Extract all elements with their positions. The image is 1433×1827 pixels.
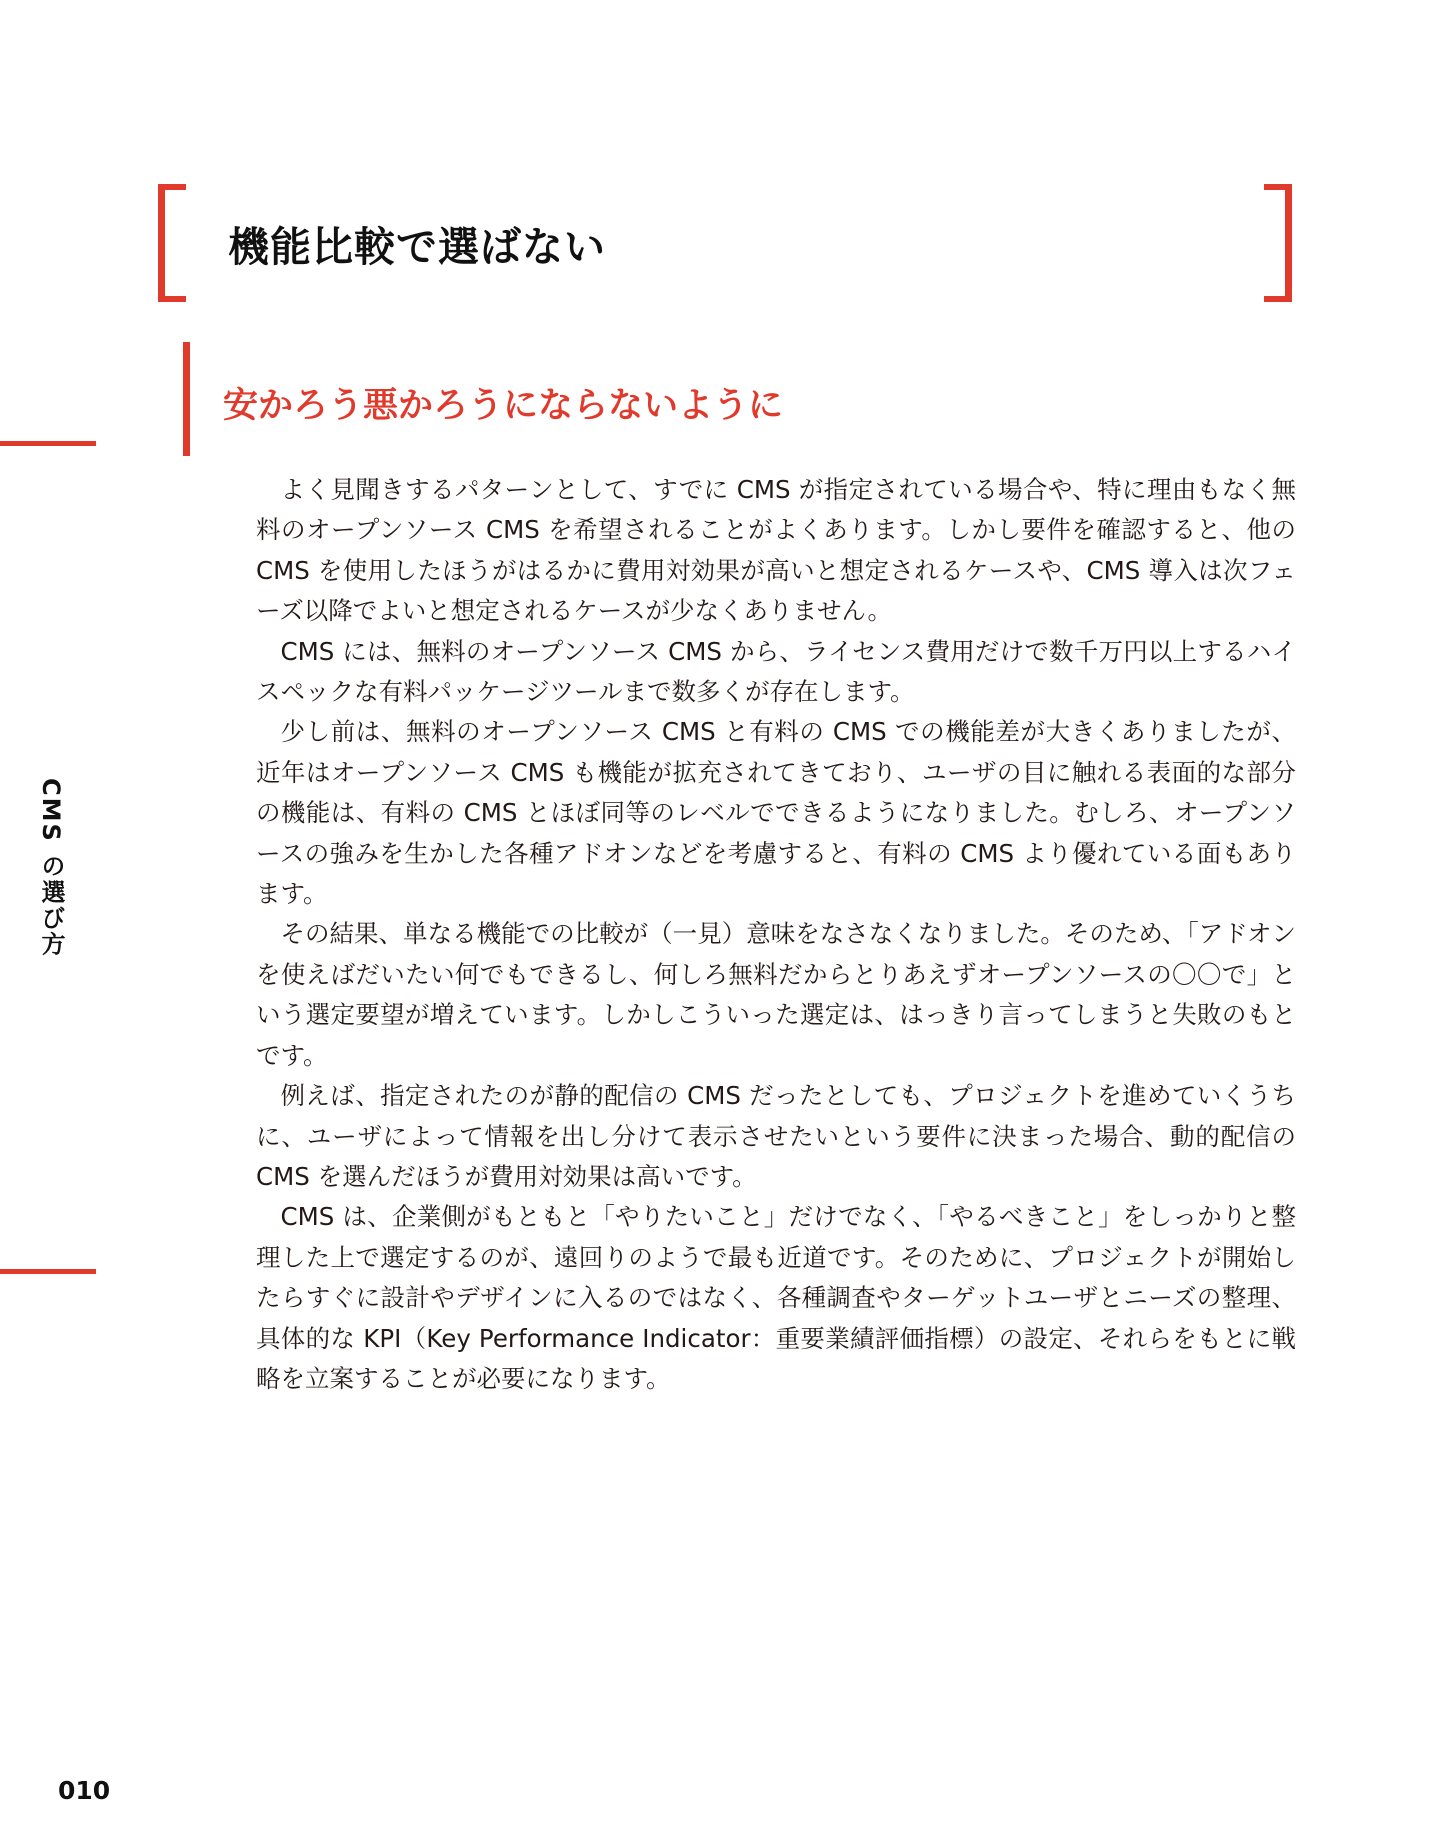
section-accent-bar [183,342,190,456]
body-paragraph-4: その結果、単なる機能での比較が（一見）意味をなさなくなりました。そのため、「アドオンを使えばだいたい何でもできるし、何しろ無料だからとりあえずオープンソースの〇〇で」という選定要望が増えています。しかしこういった選定は、はっきり言ってしまうと失敗のもとです。 [256,919,1296,1070]
body-paragraph-3: 少し前は、無料のオープンソース CMS と有料の CMS での機能差が大きくありましたが、近年はオープンソース CMS も機能が拡充されてきており、ユーザの目に触れる表面的な部分の機能は、有料の CMS とほぼ同等のレベルでできるようになりました。むしろ、オープンソースの強みを生かした各種アドオンなどを考慮すると、有料の CMS より優れている面もあります。 [256,717,1296,909]
body-text [256,470,1296,1399]
body-paragraph-6: CMS は、企業側がもともと「やりたいこと」だけでなく、「やるべきこと」をしっかりと整理した上で選定するのが、遠回りのようで最も近道です。そのために、プロジェクトが開始したらすぐに設計やデザインに入るのではなく、各種調査やターゲットユーザとニーズの整理、具体的な KPI（Key Performance Indicator：重要業績評価指標）の設定、それらをもとに戦略を立案することが必要になります。 [256,1202,1296,1393]
title-bracket-right [1264,184,1292,302]
title-bracket-left [158,184,186,302]
side-rule-top [0,441,96,446]
body-paragraph-5: 例えば、指定されたのが静的配信の CMS だったとしても、プロジェクトを進めていくうちに、ユーザによって情報を出し分けて表示させたいという要件に決まった場合、動的配信の CMS を選んだほうが費用対効果は高いです。 [256,1081,1296,1191]
body-paragraph-2: CMS には、無料のオープンソース CMS から、ライセンス費用だけで数千万円以上するハイスペックな有料パッケージツールまで数多くが存在します。 [256,636,1296,707]
chapter-side-label: CMS の選び方 [37,778,65,958]
body-paragraph-1: よく見聞きするパターンとして、すでに CMS が指定されている場合や、特に理由もなく無料のオープンソース CMS を希望されることがよくあります。しかし要件を確認すると、他の CMS を使用したほうがはるかに費用対効果が高いと想定されるケースや、CMS 導入は次フェーズ以降でよいと想定されるケースが少なくありません。 [256,475,1296,626]
page-number: 010 [58,1776,111,1805]
section-title: 安かろう悪かろうにならないように [223,386,784,426]
chapter-title: 機能比較で選ばない [228,223,606,271]
side-rule-bottom [0,1269,96,1274]
